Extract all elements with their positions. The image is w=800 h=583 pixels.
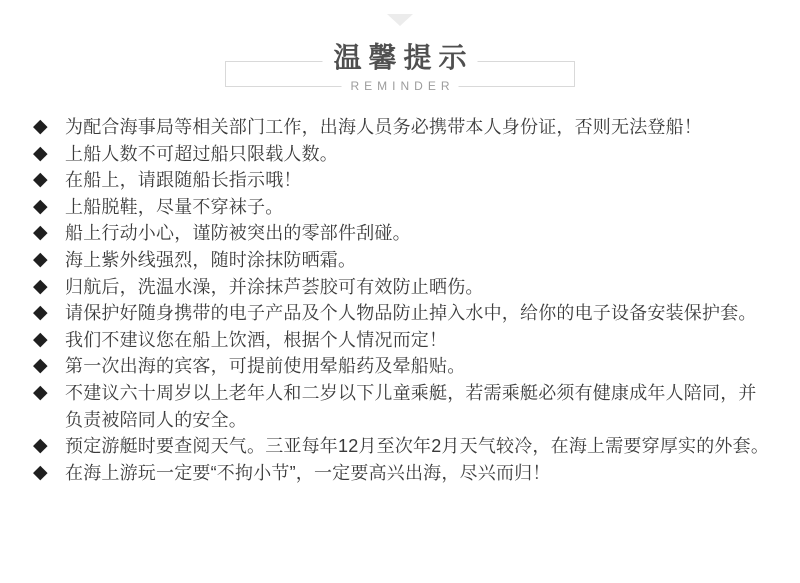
list-item-text: 海上紫外线强烈，随时涂抹防晒霜。 — [65, 249, 357, 270]
list-item — [33, 460, 770, 487]
diamond-bullet-icon: ◆ — [33, 195, 48, 217]
list-item — [33, 300, 770, 327]
diamond-bullet-icon: ◆ — [33, 355, 48, 377]
list-item — [33, 274, 770, 301]
diamond-bullet-icon: ◆ — [33, 169, 48, 191]
list-item-text: 第一次出海的宾客，可提前使用晕船药及晕船贴。 — [65, 356, 466, 377]
list-item — [33, 141, 770, 168]
diamond-bullet-icon: ◆ — [33, 248, 48, 270]
diamond-bullet-icon: ◆ — [33, 435, 48, 457]
down-triangle-icon — [387, 14, 413, 26]
list-item — [33, 353, 770, 380]
list-item-text: 不建议六十周岁以上老年人和二岁以下儿童乘艇，若需乘艇必须有健康成年人陪同，并负责被陪同人的安全。 — [65, 382, 757, 430]
list-item-text: 请保护好随身携带的电子产品及个人物品防止掉入水中，给你的电子设备安装保护套。 — [65, 303, 757, 324]
list-item-text: 上船脱鞋，尽量不穿袜子。 — [65, 196, 284, 217]
diamond-bullet-icon: ◆ — [33, 461, 48, 483]
list-item — [33, 380, 770, 433]
diamond-bullet-icon: ◆ — [33, 275, 48, 297]
page-title: 温馨提示 — [322, 43, 477, 73]
list-item-text: 在船上，请跟随船长指示哦！ — [65, 170, 302, 191]
reminder-list — [33, 114, 770, 486]
list-item-text: 上船人数不可超过船只限载人数。 — [65, 143, 338, 164]
diamond-bullet-icon: ◆ — [33, 328, 48, 350]
list-item-text: 在海上游玩一定要“不拘小节”，一定要高兴出海，尽兴而归！ — [65, 462, 551, 483]
list-item-text: 为配合海事局等相关部门工作，出海人员务必携带本人身份证，否则无法登船！ — [65, 117, 702, 137]
diamond-bullet-icon: ◆ — [33, 381, 48, 403]
list-item — [33, 327, 770, 354]
diamond-bullet-icon: ◆ — [33, 222, 48, 244]
list-item — [33, 167, 770, 194]
list-item — [33, 114, 770, 141]
list-item — [33, 247, 770, 274]
list-item-text: 我们不建议您在船上饮酒，根据个人情况而定！ — [65, 329, 448, 350]
diamond-bullet-icon: ◆ — [33, 116, 48, 137]
diamond-bullet-icon: ◆ — [33, 142, 48, 164]
list-item — [33, 194, 770, 221]
list-item-text: 预定游艇时要查阅天气。三亚每年12月至次年2月天气较冷，在海上需要穿厚实的外套。 — [65, 436, 770, 457]
list-item-text: 归航后，洗温水澡，并涂抹芦荟胶可有效防止晒伤。 — [65, 276, 484, 297]
list-item — [33, 220, 770, 247]
page-subtitle: REMINDER — [341, 79, 458, 94]
list-item-text: 船上行动小心，谨防被突出的零部件刮碰。 — [65, 223, 411, 244]
reminder-header-frame — [225, 42, 575, 93]
list-item — [33, 433, 770, 460]
diamond-bullet-icon: ◆ — [33, 302, 48, 324]
